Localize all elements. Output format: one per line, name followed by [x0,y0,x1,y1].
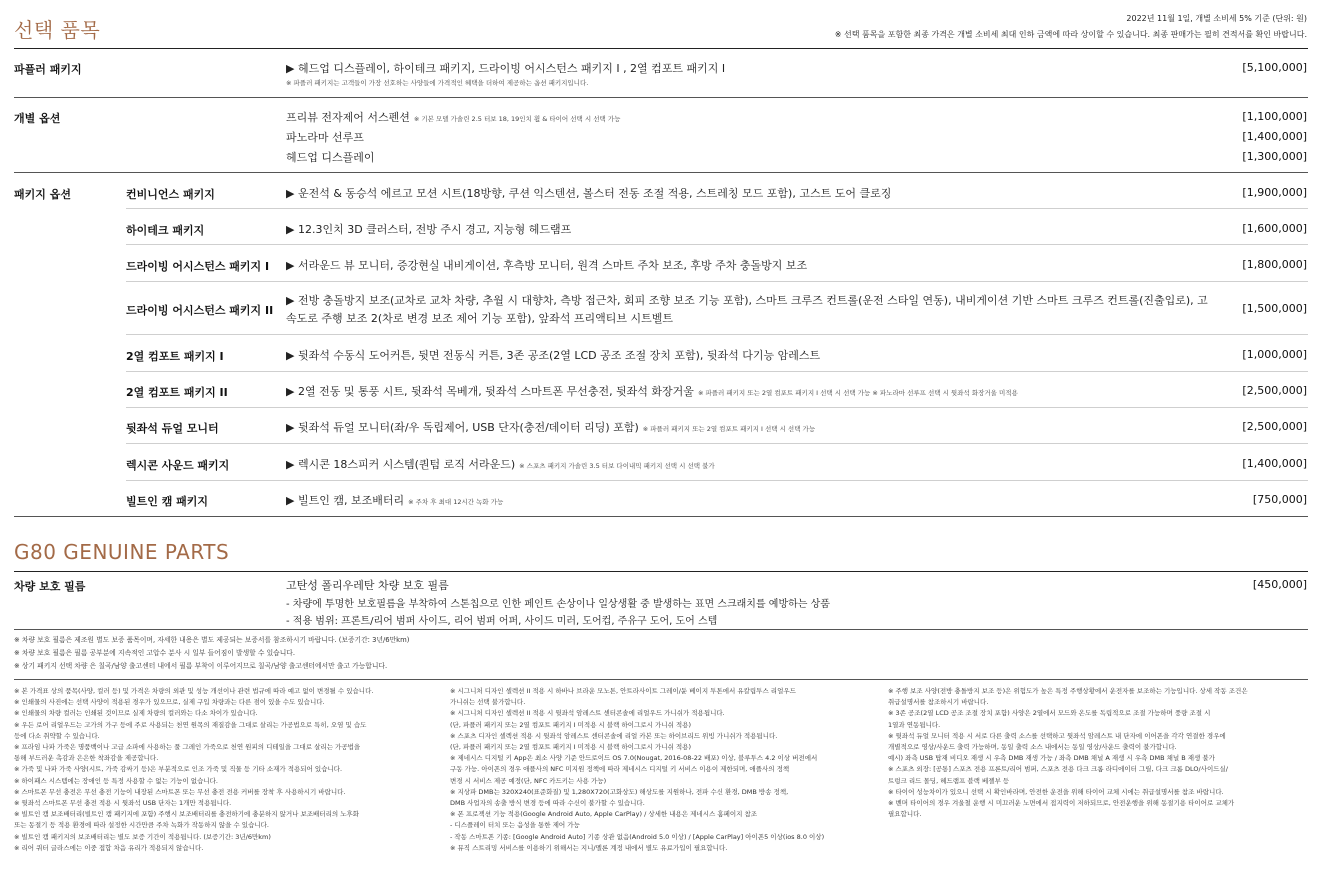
package-name: 렉시콘 사운드 패키지 [126,459,230,472]
footnote: ※ 시그니처 디자인 셀렉션 II 적용 시 하바나 브라운 모노톤, 안트라사이트 그레이/듄 베이지 투톤에서 유칼립투스 리얼우드 [450,687,796,695]
footnote: ※ 우든 로어 리얼우드는 고가의 가구 등에 주로 사용되는 천연 원목의 재질감을 그대로 살리는 가공법으로 특히, 오염 및 습도 [14,720,367,729]
package-desc: ▶ 렉시콘 18스피커 시스템(퀀텀 로직 서라운드) [286,458,516,471]
package-price: [1,500,000] [1242,302,1307,315]
divider [14,571,1308,572]
footnote: ※ 본 가격표 상의 품목(사양, 컬러 등) 및 가격은 차량의 외관 및 성능 개선이나 관련 법규에 따라 예고 없이 변경될 수 있습니다. [14,687,374,695]
footnote: (단, 파플러 패키지 또는 2열 컴포트 패키지 I 미적용 시 블랙 하이그로시 가니쉬 적용) [450,743,691,752]
footnotes-col-1 [14,686,444,854]
category-packages: 패키지 옵션 [14,188,71,201]
package-price: [1,900,000] [1242,186,1307,199]
section-title-genuine: G80 GENUINE PARTS [14,540,230,564]
footnote: ※ 뮤직 스트리밍 서비스를 이용하기 위해서는 지니/멜론 계정 내에서 별도 유료가입이 필요합니다. [450,843,728,852]
package-desc-row [286,456,715,472]
option-price: [1,300,000] [1242,150,1307,163]
footnote: 또는 동절기 등 적용 환경에 따라 설정한 시간만큼 주차 녹화가 작동하지 않을 수 있습니다. [14,821,269,830]
package-desc: ▶ 2열 전동 및 통풍 시트, 뒷좌석 목베개, 뒷좌석 스마트폰 무선충전, 뒷좌석 화장거울 [286,385,694,398]
film-desc-line: - 적용 범위: 프론트/리어 범퍼 사이드, 리어 범퍼 어퍼, 사이드 미러, 도어컵, 주유구 도어, 도어 스텝 [286,616,718,627]
divider [126,443,1308,444]
package-desc: ▶ 전방 충돌방지 보조(교차로 교차 차량, 추월 시 대향차, 측방 접근차, 회피 조향 보조 기능 포함), 스마트 크루즈 컨트롤(운전 스타일 연동), 내비게이션 기반 스마트 크루즈 컨트롤(진출입로), 고속도로 주행 보조 2(차로 변경 보조 제어 기능 포함), 앞좌석 프리액티브 시트벨트 [286,294,1208,325]
footnote: ※ 인쇄물의 차량 컬러는 인쇄된 것이므로 실제 차량의 컬러와는 다소 차이가 있습니다. [14,709,258,718]
date-note: 2022년 11월 1일, 개별 소비세 5% 기준 (단위: 원) [1126,14,1307,23]
divider [14,629,1308,630]
package-note: ※ 스포츠 패키지 가솔린 3.5 터보 다이내믹 패키지 선택 시 선택 불가 [519,462,715,470]
footnote: ※ 주행 보조 사양(전방 충돌방지 보조 등)은 위험도가 높은 특정 주행상황에서 운전자를 보조하는 기능입니다. 상세 작동 조건은 [888,687,1248,695]
footnote: ※ 지상파 DMB는 320X240(표준화질) 및 1,280X720(고화상도) 해상도를 지원하나, 전파 수신 환경, DMB 방송 정책, [450,787,789,796]
footnote: ※ 가죽 및 나파 가죽 사양(시트, 가죽 감싸기 등)은 부분적으로 인조 가죽 및 직물 등 기타 소재가 적용되어 있습니다. [14,765,343,774]
footnote: ※ 스마트폰 무선 충전은 무선 충전 기능이 내장된 스마트폰 또는 무선 충전 전용 커버를 장착 후 사용하시기 바랍니다. [14,787,346,796]
footnote: ※ 빌트인 캠 보조배터리(빌트인 캠 패키지에 포함) 주행시 보조배터리를 충전하기에 충분하지 않거나 보조배터리의 노후화 [14,810,360,819]
footnotes-col-2 [450,686,880,854]
divider [126,407,1308,408]
divider [14,48,1308,49]
footnote: - 디스플레이 터치 또는 음성을 통한 제어 가능 [450,821,580,830]
package-price: [1,000,000] [1242,348,1307,361]
package-name: 2열 컴포트 패키지 I [126,350,224,363]
footnote: ※ 뒷좌석 스마트폰 무선 충전 적용 시 뒷좌석 USB 단자는 1개만 적용됩니다. [14,799,232,808]
package-price: [1,800,000] [1242,258,1307,271]
package-price: [750,000] [1252,493,1307,506]
price-meta [835,11,1307,43]
option-note: ※ 기본 모델 가솔린 2.5 터보 18, 19인치 휠 & 타이어 선택 시 선택 가능 [413,115,621,123]
package-desc: ▶ 서라운드 뷰 모니터, 증강현실 내비게이션, 후측방 모니터, 원격 스마트 주차 보조, 후방 주차 충돌방지 보조 [286,259,808,272]
footnote: - 작동 스마트폰 기종: [Google Android Auto] 기종 상관 없음(Android 5.0 이상) / [Apple CarPlay] 아이폰5 이상(ios 8.0 이상) [450,832,825,841]
package-name: 드라이빙 어시스턴스 패키지 I [126,260,270,273]
divider [126,334,1308,335]
package-name: 드라이빙 어시스턴스 패키지 II [126,304,274,317]
film-desc-line: - 차량에 투명한 보호필름을 부착하여 스톤칩으로 인한 페인트 손상이나 일상생활 중 발생하는 표면 스크래치를 예방하는 상품 [286,599,830,610]
package-desc-row [286,419,815,435]
footnote: 1열과 연동됩니다. [888,720,941,729]
option-name: 프리뷰 전자제어 서스펜션 [286,111,410,124]
package-note: ※ 주차 후 최대 12시간 녹화 가능 [408,498,504,506]
footnote: ※ 시그니처 디자인 셀렉션 II 적용 시 뒷좌석 암레스트 센터콘솔에 리얼우드 가니쉬가 적용됩니다. [450,709,725,718]
package-price: [2,500,000] [1242,384,1307,397]
package-name: 컨비니언스 패키지 [126,188,215,201]
footnote: ※ 타이어 성능차이가 있으니 선택 시 확인바라며, 안전한 운전을 위해 타이어 교체 시에는 취급설명서를 참조 바랍니다. [888,787,1224,796]
film-note: ※ 상기 패키지 선택 차량 은 칠곡/남양 출고센터 내에서 필름 부착이 이루어지므로 칠곡/남양 출고센터에서만 출고 가능합니다. [14,662,388,670]
disclaimer: ※ 선택 품목을 포함한 최종 가격은 개별 소비세 최대 인하 금액에 따라 상이할 수 있습니다. 최종 판매가는 필히 견적서를 확인 바랍니다. [834,30,1307,39]
footnote: ※ 벤머 타이어의 경우 겨울철 운행 시 미끄러운 노면에서 접지력이 저하되므로, 안전운행을 위해 동절기용 타이어로 교체가 [888,799,1235,808]
package-note: ※ 파플러 패키지 또는 2열 컴포트 패키지 I 선택 시 선택 가능 [642,425,816,433]
film-note: ※ 차량 보호 필름은 제조원 별도 보증 품목이며, 자세한 내용은 별도 제공되는 보증서를 참조하시기 바랍니다. (보증기간: 3년/6만km) [14,636,410,644]
footnote: ※ 빌트인 캠 패키지의 보조배터리는 별도 보증 기간이 적용됩니다. (보증기간: 3년/6만km) [14,832,271,841]
package-desc-row [286,492,503,508]
footnote: ※ 스포츠 외장: [공통] 스포츠 전용 프론트/리어 범퍼, 스포츠 전용 다크 크롬 라디에이터 그릴, 다크 크롬 DLO/사이드실/ [888,765,1228,774]
footnote: ※ 프라임 나파 가죽은 명품백이나 고급 소파에 사용하는 풀 그레인 가죽으로 천연 원피의 디테일을 그대로 살리는 가공법을 [14,743,361,752]
footnote: 가니쉬는 선택 불가합니다. [450,698,526,707]
package-name: 뒷좌석 듀얼 모니터 [126,422,219,435]
package-name: 빌트인 캠 패키지 [126,495,209,508]
package-name: 2열 컴포트 패키지 II [126,386,228,399]
package-price: [2,500,000] [1242,420,1307,433]
film-notes [14,634,409,673]
footnote: ※ 하이패스 시스템에는 장애인 등 특정 사용할 수 없는 기능이 없습니다. [14,776,218,785]
footnote: (단, 파플러 패키지 또는 2열 컴포트 패키지 I 미적용 시 블랙 하이그로시 가니쉬 적용) [450,720,691,729]
divider [126,480,1308,481]
category-flagship: 파플러 패키지 [14,63,82,76]
divider [126,208,1308,209]
divider [126,371,1308,372]
film-note: ※ 차량 보호 필름은 필름 공부분에 지속적인 고압수 분사 시 일부 들어짐이 발생할 수 있습니다. [14,649,296,657]
divider [126,244,1308,245]
film-price: [450,000] [1252,578,1307,591]
option-item [286,109,620,125]
package-note: ※ 파플러 패키지 또는 2열 컴포트 패키지 I 선택 시 선택 가능 ※ 파노라마 선루프 선택 시 뒷좌석 화장거울 미적용 [697,389,1018,397]
footnote: DMB 사업자의 송출 방식 변경 등에 따라 수신이 불가할 수 있습니다. [450,799,645,808]
option-name: 파노라마 선루프 [286,131,364,144]
footnotes-col-3 [888,686,1308,820]
footnote: 예시) 좌측 USB 탑재 비디오 재생 시 우측 DMB 재생 가능 / 좌측 DMB 채널 A 재생 시 우측 DMB 채널 B 재생 불가 [888,754,1215,763]
footnote: 트렁크 리드 몰딩, 헤드램프 블랙 베젤부 등 [888,776,1010,785]
footnote: ※ 3존 공조(2열 LCD 공조 조절 장치 포함) 사양은 2열에서 모드와 온도를 독립적으로 조절 가능하며 풍량 조절 시 [888,709,1211,718]
option-name: 헤드업 디스플레이 [286,151,375,164]
package-desc: ▶ 뒷좌석 수동식 도어커튼, 뒷면 전동식 커튼, 3존 공조(2열 LCD 공조 조절 장치 포함), 뒷좌석 다기능 암레스트 [286,349,821,362]
package-desc: ▶ 12.3인치 3D 클러스터, 전방 주시 경고, 지능형 헤드램프 [286,223,572,236]
footnote: ※ 제네시스 디지털 키 App은 최소 사양 기준 안드로이드 OS 7.0(Nougat, 2016-08-22 배포) 이상, 블루투스 4.2 이상 버전에서 [450,754,818,763]
flagship-desc: ▶ 헤드업 디스플레이, 하이테크 패키지, 드라이빙 어시스턴스 패키지 I , 2열 컴포트 패키지 I [286,62,726,75]
footnote: 취급설명서를 참조하시기 바랍니다. [888,698,989,707]
footnote: ※ 리어 쿼터 글라스에는 이중 접합 차음 유리가 적용되지 않습니다. [14,843,204,852]
film-product: 고탄성 폴리우레탄 차량 보호 필름 [286,579,449,592]
package-name: 하이테크 패키지 [126,224,205,237]
category-individual: 개별 옵션 [14,112,61,125]
divider [14,97,1308,98]
category-film: 차량 보호 필름 [14,580,86,593]
divider [14,679,1308,680]
flagship-note: ※ 파플러 패키지는 고객들이 가장 선호하는 사양들에 가격적인 혜택을 더하여 제공하는 옵션 패키지입니다. [286,79,589,87]
divider [14,516,1308,517]
footnote: ※ 폰 프로젝션 기능 적용(Google Android Auto, Apple CarPlay) / 상세한 내용은 제네시스 홈페이지 참조 [450,810,758,819]
package-desc: ▶ 빌트인 캠, 보조배터리 [286,494,405,507]
package-price: [1,600,000] [1242,222,1307,235]
footnote: 등에 다소 취약할 수 있습니다. [14,731,100,740]
package-desc: ▶ 운전석 & 동승석 에르고 모션 시트(18방향, 쿠션 익스텐션, 볼스터 전동 조절 적용, 스트레칭 모드 포함), 고스트 도어 클로징 [286,187,892,200]
footnote: 변경 시 서비스 제공 예정(단, NFC 카드키는 사용 가능) [450,776,607,785]
footnote: 개별적으로 영상/사운드 출력 가능하며, 동일 출력 소스 내에서는 동일 영상/사운드 출력이 불가합니다. [888,743,1177,752]
footnote: 구동 가능. 아이폰의 경우 애플사의 NFC 미지원 정책에 따라 제네시스 디지털 키 서비스 이용이 제한되며, 애플사의 정책 [450,765,790,774]
option-item [286,129,364,145]
footnote: ※ 인쇄물의 사진에는 선택 사양이 적용된 경우가 있으므로, 실제 구입 차량과는 다른 점이 있을 수도 있습니다. [14,698,325,707]
package-price: [1,400,000] [1242,457,1307,470]
package-desc-row [286,383,1018,399]
section-title-options: 선택 품목 [14,18,101,42]
divider [14,172,1308,173]
divider [126,281,1308,282]
package-desc: ▶ 뒷좌석 듀얼 모니터(좌/우 독립제어, USB 단자(충전/데이터 리딩) 포함) [286,421,639,434]
flagship-price: [5,100,000] [1242,61,1307,74]
footnote: ※ 스포츠 디자인 셀렉션 적용 시 뒷좌석 암레스트 센터콘솔에 리얼 카본 또는 하이브리드 위빙 가니쉬가 적용됩니다. [450,731,778,740]
footnote: ※ 뒷좌석 듀얼 모니터 적용 시 서로 다른 출력 소스를 선택하고 뒷좌석 암레스트 내 단자에 이어폰을 각각 연결한 경우에 [888,731,1226,740]
option-price: [1,400,000] [1242,130,1307,143]
footnote: 통해 부드러운 촉감과 은은한 착좌감을 제공합니다. [14,754,159,763]
footnote: 필요합니다. [888,810,922,819]
option-item [286,149,375,165]
option-price: [1,100,000] [1242,110,1307,123]
